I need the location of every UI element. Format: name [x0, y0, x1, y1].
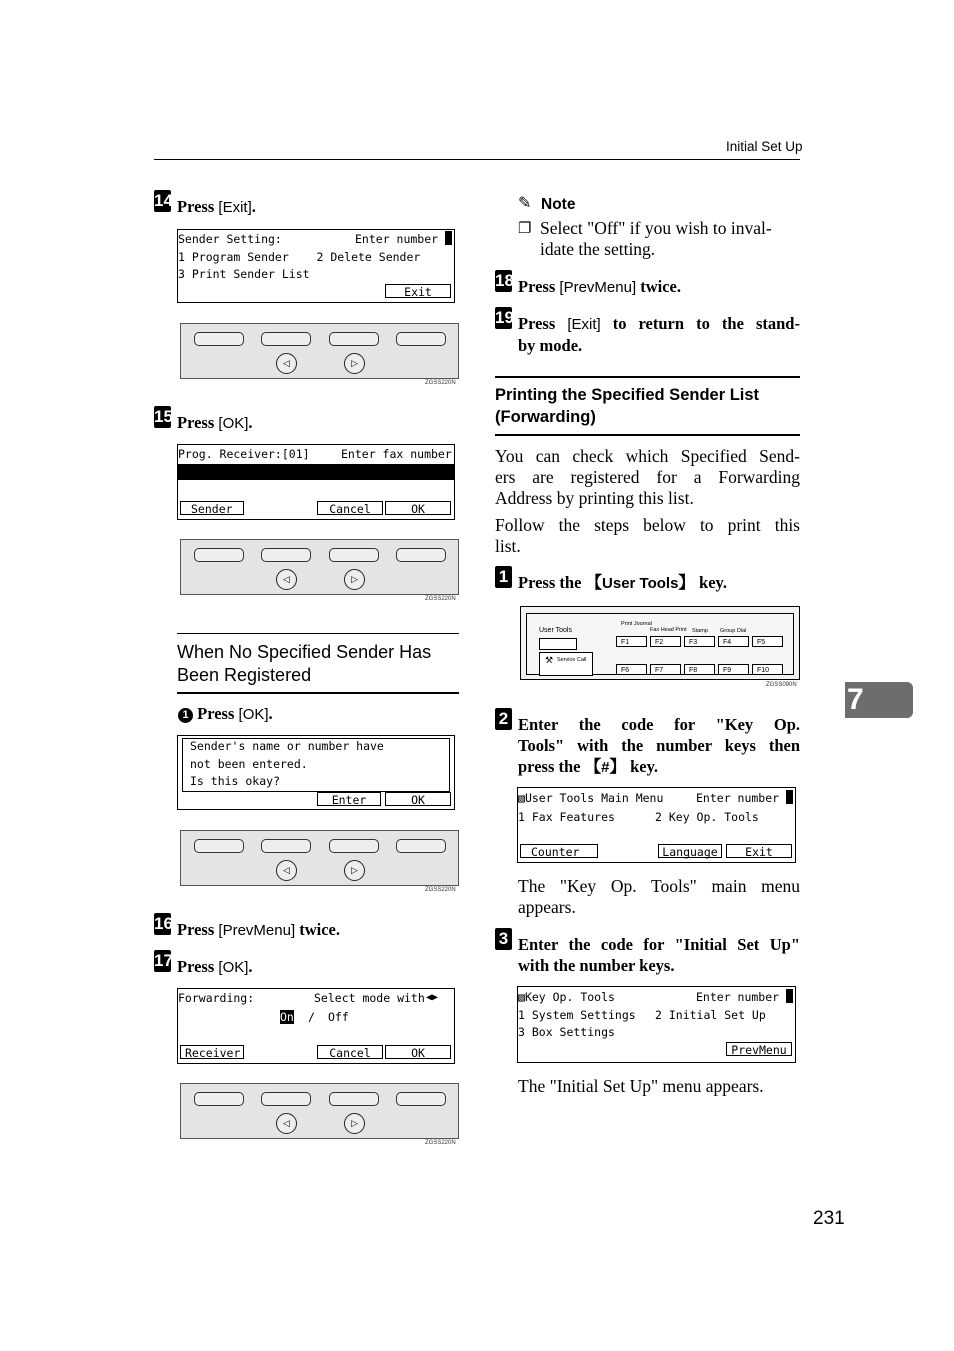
lcd-line: Enter number	[355, 232, 439, 246]
operation-panel	[180, 539, 459, 595]
operation-panel	[180, 323, 459, 379]
step-number: 3	[495, 928, 512, 950]
selection-key-3[interactable]	[329, 839, 379, 853]
step-number: 15	[154, 407, 173, 426]
fax-head-print-label: Fax Head Print	[650, 627, 687, 633]
left-arrow-icon[interactable]: ◁	[276, 569, 297, 590]
step-number: 1	[495, 566, 512, 588]
exit-softkey[interactable]: Exit	[385, 284, 451, 298]
step-number: 18	[495, 271, 514, 290]
step-b-text: Enter the code for "Key Op. Tools" with the number keys then press the 【#】 key.	[518, 715, 800, 776]
function-key-f5[interactable]: F5	[752, 636, 783, 647]
option-on-selected[interactable]: On	[280, 1010, 294, 1024]
cursor-block	[786, 790, 793, 804]
menu-item-fax-features[interactable]: 1 Fax Features	[518, 810, 615, 824]
cancel-softkey[interactable]: Cancel	[317, 501, 383, 515]
language-softkey[interactable]: Language	[658, 844, 722, 858]
right-arrow-icon[interactable]: ▷	[344, 1113, 365, 1134]
highlighted-row	[178, 464, 454, 493]
print-journal-label: Print Journal	[621, 621, 652, 627]
section-rule-bottom	[495, 434, 800, 436]
function-key-f6[interactable]: F6	[616, 664, 647, 675]
right-arrow-icon[interactable]: ▷	[344, 569, 365, 590]
function-key-f7[interactable]: F7	[650, 664, 681, 675]
step-14-text: Press [Exit].	[177, 197, 256, 216]
page-number: 231	[813, 1208, 845, 1229]
substep-number: 1	[178, 708, 193, 723]
stamp-label: Stamp	[692, 628, 708, 634]
figure-code: ZGSS220N	[425, 596, 456, 602]
menu-item-system-settings[interactable]: 1 System Settings	[518, 1008, 636, 1022]
selection-key-4[interactable]	[396, 839, 446, 853]
step-c-result: The "Initial Set Up" menu appears.	[518, 1076, 764, 1096]
step-b-result: The "Key Op. Tools" main menu appears.	[518, 876, 800, 917]
step-a	[495, 566, 512, 588]
counter-softkey[interactable]: Counter	[520, 844, 598, 858]
cursor-block	[786, 989, 793, 1003]
lcd-line: Sender Setting:	[178, 232, 282, 246]
pencil-icon: ✎	[518, 195, 532, 212]
lcd-line: Enter number	[696, 791, 780, 805]
step-16	[154, 913, 171, 935]
selection-key-1[interactable]	[194, 332, 244, 346]
figure-code: ZGSS090N	[766, 682, 797, 688]
note-title: Note	[541, 196, 576, 213]
fax-number: 9266047131	[222, 479, 292, 493]
lcd-line: 3 Print Sender List	[178, 267, 310, 281]
lcd-line: User Tools Main Menu	[524, 791, 664, 805]
step-number: 2	[495, 708, 512, 730]
step-c-text: Enter the code for "Initial Set Up" with the number keys.	[518, 935, 800, 975]
right-arrow-icon[interactable]: ▷	[344, 860, 365, 881]
step-number: 14	[154, 191, 173, 210]
lcd-line: not been entered.	[190, 757, 308, 771]
lcd-line: 1 Program Sender 2 Delete Sender	[178, 250, 421, 264]
figure-code: ZGSS220N	[425, 887, 456, 893]
lcd-forwarding	[177, 988, 455, 1064]
step-17	[154, 950, 171, 972]
lcd-line: Forwarding:	[178, 991, 255, 1005]
section-rule-top	[495, 376, 800, 378]
step-19	[495, 307, 512, 329]
selection-key-2[interactable]	[261, 839, 311, 853]
operation-panel	[180, 1083, 459, 1139]
wrench-icon: ⚒	[545, 655, 554, 665]
header-rule	[154, 159, 800, 160]
step-18	[495, 270, 512, 292]
lcd-user-tools-main	[517, 787, 796, 863]
running-header: Initial Set Up	[726, 139, 803, 154]
receiver-softkey[interactable]: Receiver	[180, 1045, 244, 1059]
menu-item-initial-set-up[interactable]: 2 Initial Set Up	[655, 1008, 766, 1022]
selection-key-4[interactable]	[396, 332, 446, 346]
function-key-f1[interactable]: F1	[616, 636, 647, 647]
selection-key-3[interactable]	[329, 548, 379, 562]
chapter-tab: 7	[845, 682, 913, 718]
sender-softkey[interactable]: Sender	[180, 501, 244, 515]
selection-key-3[interactable]	[329, 332, 379, 346]
user-tools-key[interactable]	[539, 638, 577, 650]
selection-key-2[interactable]	[261, 548, 311, 562]
function-key-f9[interactable]: F9	[718, 664, 749, 675]
selection-key-4[interactable]	[396, 548, 446, 562]
step-a-text: Press the 【User Tools】 key.	[518, 573, 728, 592]
step-16-text: Press [PrevMenu] twice.	[177, 920, 341, 939]
selection-key-1[interactable]	[194, 839, 244, 853]
ok-softkey[interactable]: OK	[385, 792, 451, 806]
step-17-text: Press [OK].	[177, 957, 253, 976]
phone-icon: ☎	[208, 479, 216, 493]
function-key-f4[interactable]: F4	[718, 636, 749, 647]
lcd-line: Select mode with	[314, 991, 425, 1005]
option-off[interactable]: Off	[328, 1010, 349, 1024]
ok-softkey[interactable]: OK	[385, 501, 451, 515]
lcd-sender-setting	[177, 229, 455, 303]
function-key-f8[interactable]: F8	[684, 664, 715, 675]
step-15	[154, 406, 171, 428]
left-arrow-icon[interactable]: ◁	[276, 860, 297, 881]
selection-key-4[interactable]	[396, 1092, 446, 1106]
section-title: Printing the Specified Sender List (Forwarding)	[495, 386, 760, 426]
selection-key-1[interactable]	[194, 1092, 244, 1106]
menu-item-box-settings[interactable]: 3 Box Settings	[518, 1025, 615, 1039]
selection-key-1[interactable]	[194, 548, 244, 562]
control-panel-illustration	[520, 606, 800, 680]
step-b	[495, 708, 512, 730]
function-key-f10[interactable]: F10	[752, 664, 783, 675]
lcd-key-op-tools	[517, 986, 796, 1063]
step-18-text: Press [PrevMenu] twice.	[518, 277, 682, 296]
note-text: Select "Off" if you wish to inval- idate the setting.	[540, 218, 772, 259]
step-number: 16	[154, 914, 173, 933]
selection-key-2[interactable]	[261, 1092, 311, 1106]
selection-key-3[interactable]	[329, 1092, 379, 1106]
enter-softkey[interactable]: Enter	[317, 792, 381, 806]
lcd-confirm	[177, 735, 455, 810]
lcd-line: Is this okay?	[190, 774, 281, 788]
figure-code: ZGSS220N	[425, 380, 456, 386]
step-14	[154, 190, 171, 212]
group-dial-label: Group Dial	[720, 628, 747, 634]
step-c	[495, 928, 512, 950]
subsection-title: When No Specified Sender Has Been Registered	[177, 642, 432, 685]
substep-1: 1 Press [OK].	[178, 703, 273, 725]
right-arrow-icon[interactable]: ▷	[344, 353, 365, 374]
left-arrow-icon[interactable]: ◁	[276, 353, 297, 374]
service-call-label: Service Call	[557, 657, 587, 663]
step-number: 17	[154, 951, 173, 970]
selection-key-2[interactable]	[261, 332, 311, 346]
menu-icon: ▧	[518, 791, 525, 805]
function-key-f3[interactable]: F3	[684, 636, 715, 647]
subsection-rule-bottom	[177, 692, 459, 694]
figure-code: ZGSS220N	[425, 1140, 456, 1146]
lcd-line: Sender's name or number have	[190, 739, 384, 753]
subsection-rule-top	[177, 633, 459, 634]
prevmenu-softkey[interactable]: PrevMenu	[726, 1042, 792, 1056]
paragraph-1: You can check which Specified Send- ers are registered for a Forwarding Address by printing this list.	[495, 446, 800, 508]
lcd-line: Prog. Receiver:[01]	[178, 447, 310, 461]
cancel-softkey[interactable]: Cancel	[317, 1045, 383, 1059]
left-right-arrows-icon: ◀▶	[426, 992, 439, 1003]
lcd-prog-receiver	[177, 444, 455, 520]
ok-softkey[interactable]: OK	[385, 1045, 451, 1059]
cursor-block	[445, 231, 452, 245]
lcd-line: Enter fax number	[341, 447, 452, 461]
checkbox-icon: ❐	[518, 221, 532, 237]
step-19-text: Press [Exit] to return to the stand- by mode.	[518, 314, 800, 355]
function-key-f2[interactable]: F2	[650, 636, 681, 647]
left-arrow-icon[interactable]: ◁	[276, 1113, 297, 1134]
menu-icon: ▧	[518, 990, 525, 1004]
operation-panel	[180, 830, 459, 886]
option-separator: /	[308, 1010, 315, 1024]
paragraph-2: Follow the steps below to print this list.	[495, 515, 800, 556]
step-number: 19	[495, 308, 514, 327]
menu-item-key-op-tools[interactable]: 2 Key Op. Tools	[655, 810, 759, 824]
lcd-line: Enter number	[696, 990, 780, 1004]
step-15-text: Press [OK].	[177, 413, 253, 432]
user-tools-label: User Tools	[539, 627, 572, 634]
lcd-line: Key Op. Tools	[524, 990, 615, 1004]
exit-softkey[interactable]: Exit	[726, 844, 792, 858]
